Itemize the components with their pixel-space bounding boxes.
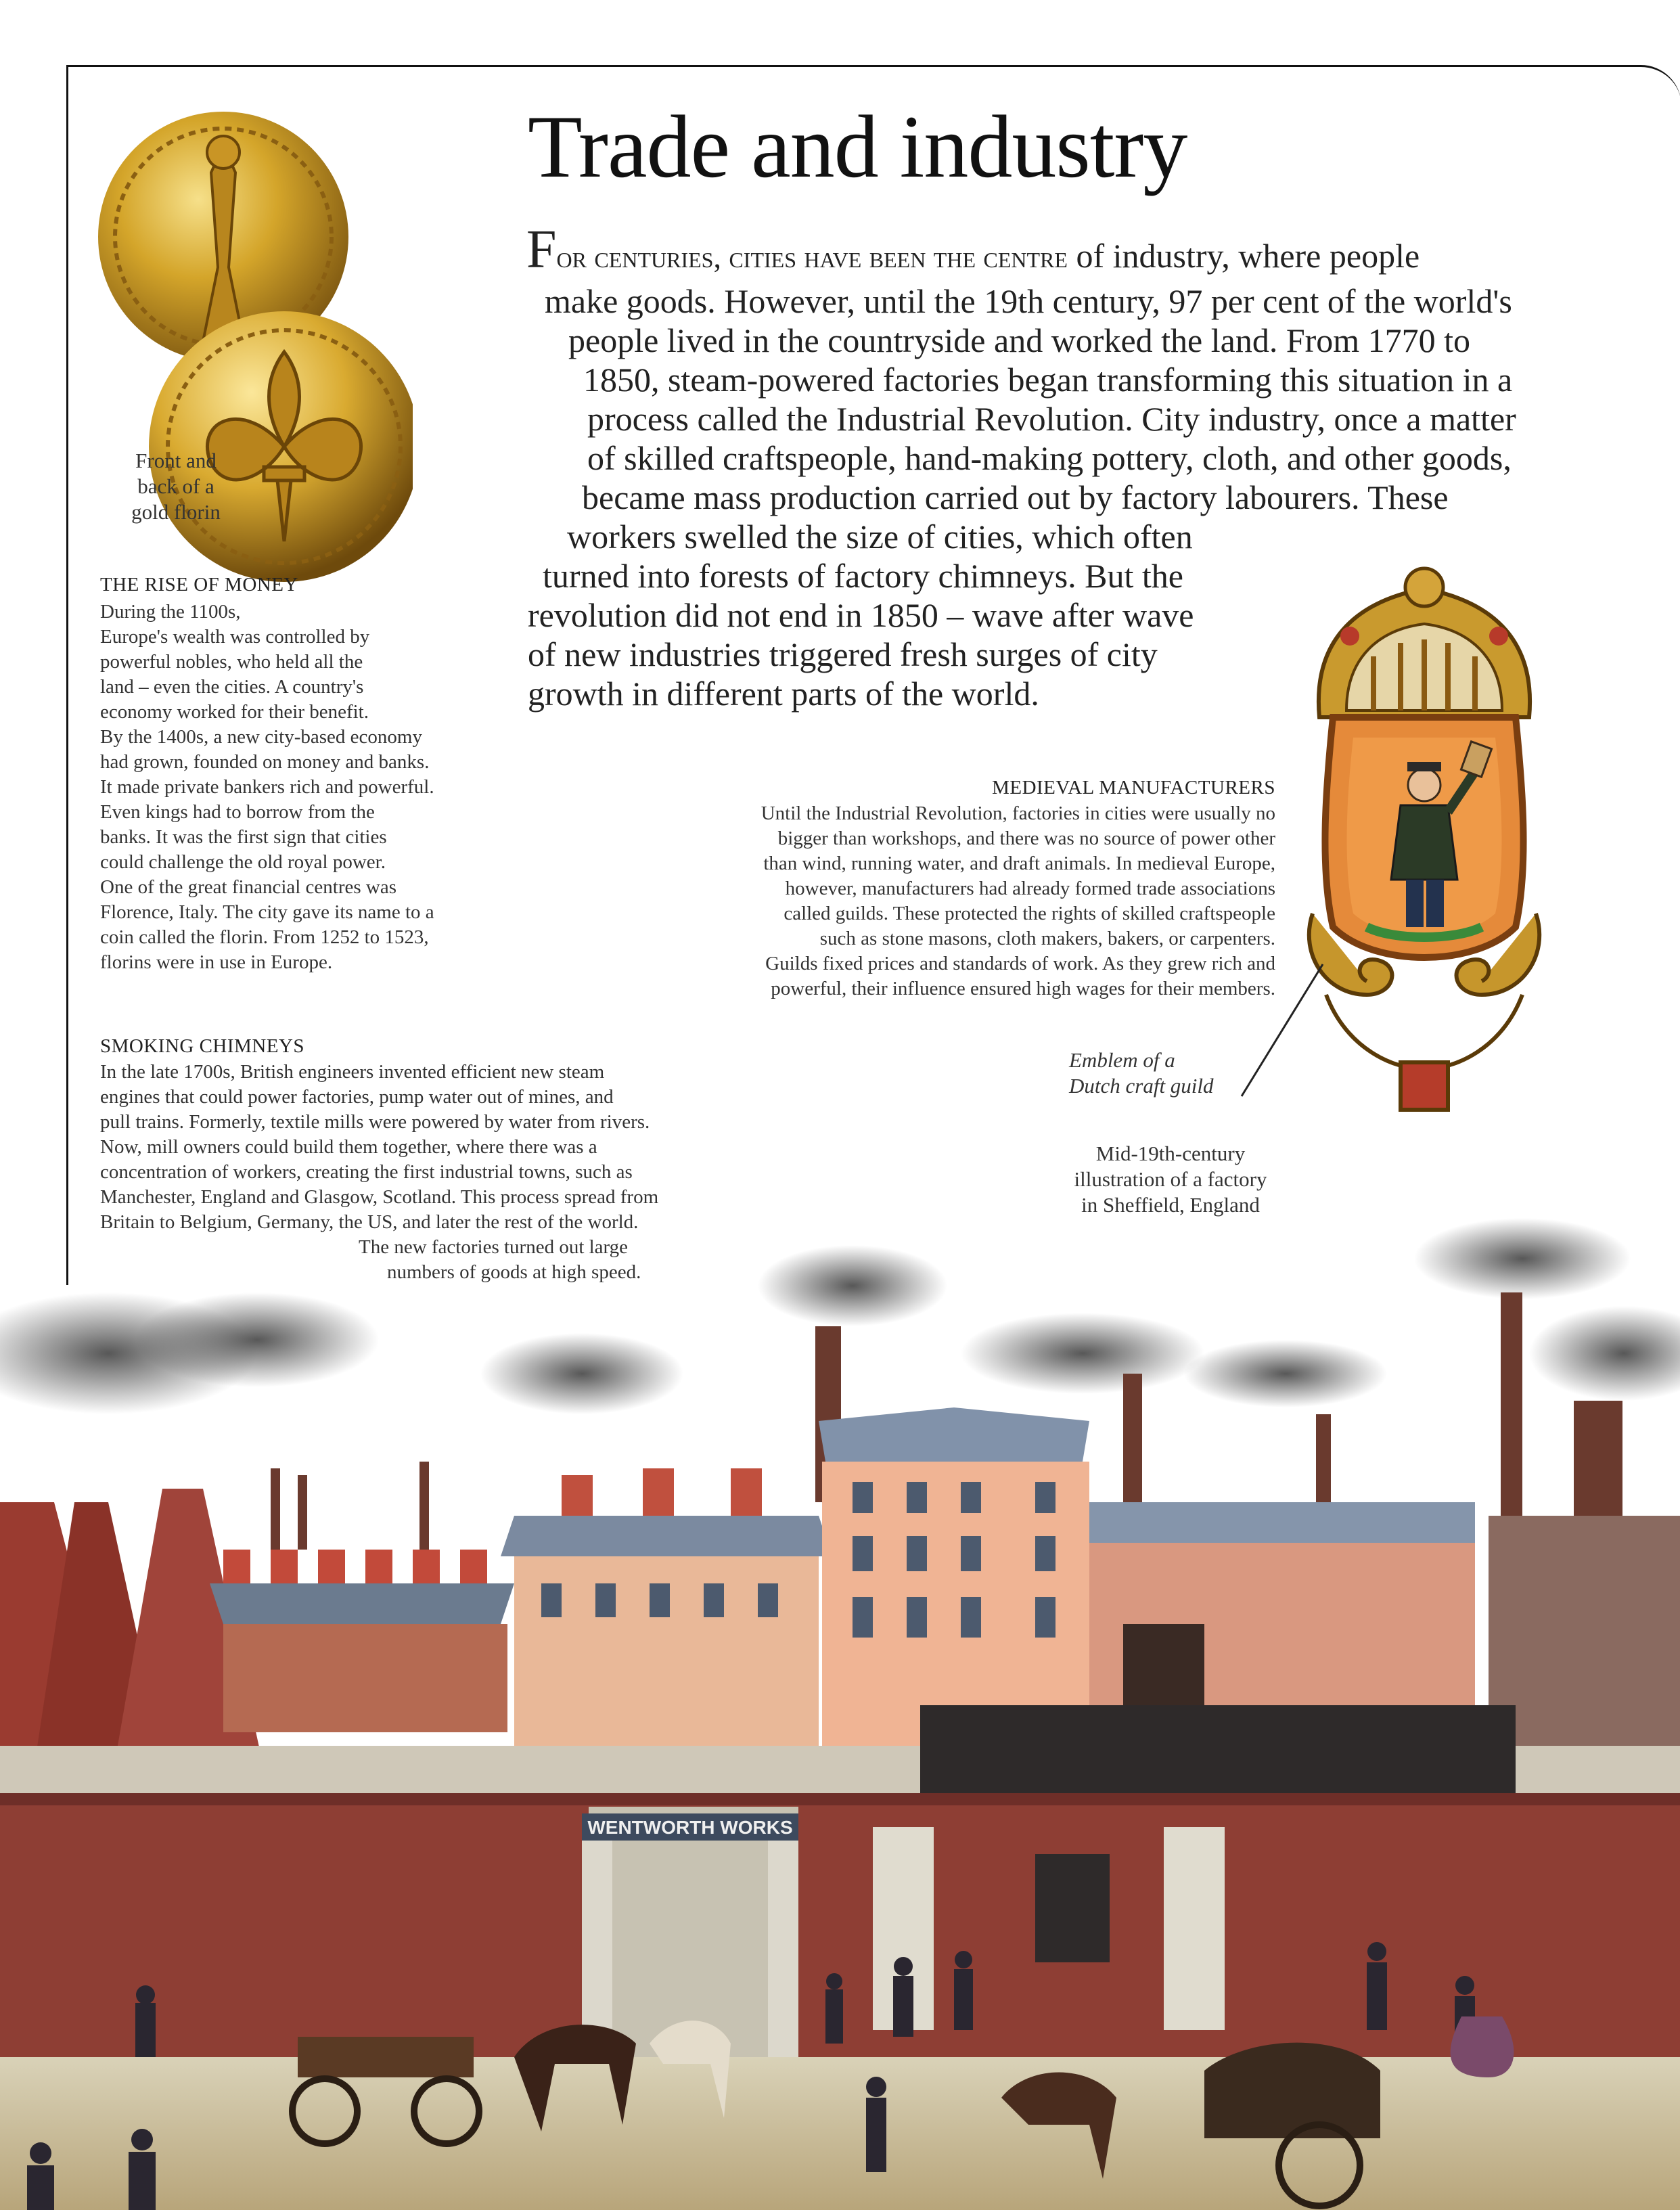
left-workshop-building: [210, 1550, 514, 1732]
rise-of-money-heading: THE RISE OF MONEY: [100, 574, 298, 595]
intro-line-6: of skilled craftspeople, hand-making pottery, cloth, and other goods,: [587, 439, 1512, 477]
chimneys-tail-1: The new factories turned out large: [359, 1236, 629, 1258]
page-title: Trade and industry: [528, 97, 1187, 196]
emblem-caption: Emblem of a Dutch craft guild: [1069, 1048, 1214, 1098]
intro-line-1: For centuries, cities have been the centre of industry, where people: [526, 220, 1420, 279]
intro-line-5: process called the Industrial Revolution. City industry, once a matter: [587, 400, 1516, 438]
intro-line-12: growth in different parts of the world.: [528, 675, 1039, 713]
intro-line-8: workers swelled the size of cities, which often: [567, 518, 1193, 556]
emblem-crown: [1319, 568, 1530, 717]
medieval-heading: MEDIEVAL MANUFACTURERS: [992, 777, 1275, 798]
intro-line-9: turned into forests of factory chimneys. But the: [543, 557, 1183, 595]
coin-caption: Front and back of a gold florin: [131, 449, 221, 524]
emblem-pointer-line: [1238, 961, 1326, 1103]
rise-of-money-text: During the 1100s, Europe's wealth was controlled by powerful nobles, who held all the land – even the cities. A country's economy worked for their benefit. By the 1400s, a new city-based economy had grown, founded on money and banks. It made private bankers rich and powerful. Even kings had to borrow from the banks. It was the first sign that cities could challenge the old royal power. One of the great financial centres was Florence, Italy. The city gave its name to a coin called the florin. From 1252 to 1523, florins were in use in Europe.: [100, 601, 434, 973]
coin-back: [149, 311, 413, 582]
guild-emblem-illustration: [1299, 562, 1549, 1123]
intro-line-7: became mass production carried out by factory labourers. These: [582, 478, 1449, 516]
intro-line-4: 1850, steam-powered factories began transforming this situation in a: [583, 361, 1513, 399]
medieval-text: Until the Industrial Revolution, factories in cities were usually no bigger than workshops, and there was no source of power other than wind, running water, and draft animals. In medieval Europe, however, manufacturers had already formed trade associations called guilds. These protected the rights of skilled craftspeople such as stone masons, cloth makers, bakers, or carpenters. Guilds fixed prices and standards of work. As they grew rich and powerful, their influence ensured high wages for their members.: [760, 803, 1275, 999]
intro-line-11: of new industries triggered fresh surges of city: [528, 635, 1158, 673]
intro-line-2: make goods. However, until the 19th century, 97 per cent of the world's: [545, 282, 1512, 320]
intro-line-3: people lived in the countryside and worked the land. From 1770 to: [568, 321, 1471, 359]
chimneys-tail-2: numbers of goods at high speed.: [387, 1261, 641, 1283]
intro-line-10: revolution did not end in 1850 – wave after wave: [528, 596, 1194, 634]
wentworth-works-sign: WENTWORTH WORKS: [587, 1817, 793, 1838]
factory-caption: Mid-19th-century illustration of a factory in Sheffield, England: [1074, 1142, 1267, 1217]
street-ground: [0, 2057, 1680, 2210]
chimneys-heading: SMOKING CHIMNEYS: [100, 1035, 305, 1057]
factory-illustration: [0, 1218, 1680, 2210]
chimneys-text: In the late 1700s, British engineers invented efficient new steam engines that could power factories, pump water out of mines, and pull trains. Formerly, textile mills were powered by water from rivers. Now, mill owners could build them together, where there was a concentration of workers, creating the first industrial towns, such as Manchester, England and Glasgow, Scotland. This process spread from Britain to Belgium, Germany, the US, and later the rest of the world.: [100, 1061, 659, 1233]
